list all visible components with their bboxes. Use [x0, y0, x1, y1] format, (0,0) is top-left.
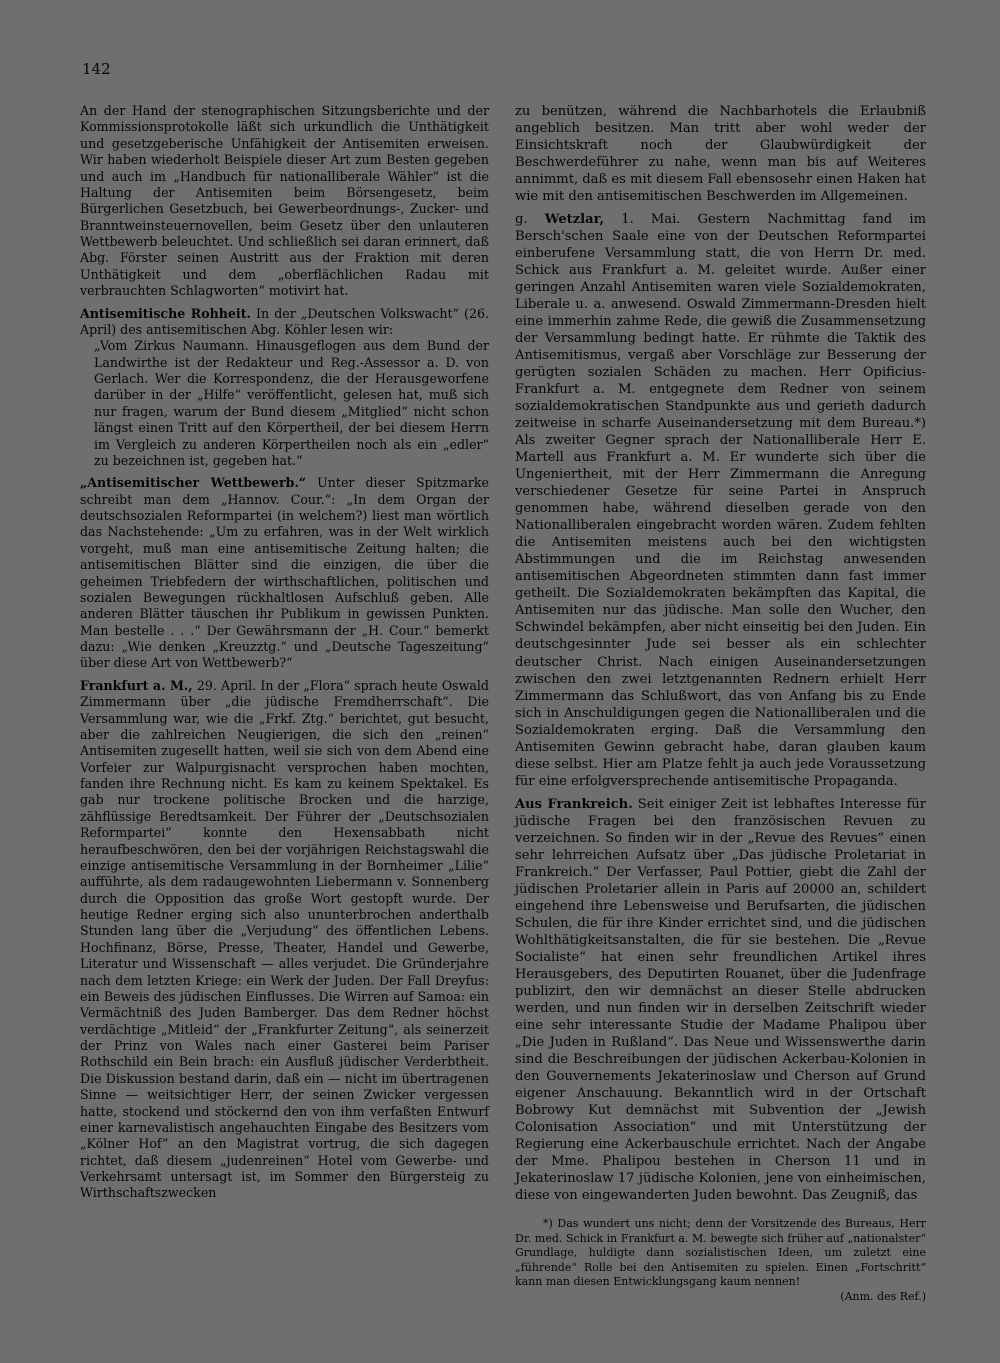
section-heading: Antisemitische Rohheit. [80, 305, 251, 321]
section-body: Unter dieser Spitzmarke schreibt man dem „Hannov. Cour.“: „In dem Organ der deutschsozialen Reformpartei (in welchem?) liest man wörtlich das Nachstehende: „Um zu erfahren, was in der Welt wirklich vorgeht, muß man eine antisemitische Zeitung halten; die antisemitischen Blätter sind die einzigen, die über die geheimen Triebfedern der wirthschaftlichen, politischen und sozialen Bewegungen rückhaltlosen Aufschluß geben. Alle anderen Blätter täuschen ihr Publikum in gewissen Punkten. Man bestelle . . .“ Der Gewährsmann der „H. Cour.“ bemerkt dazu: „Wie denken „Kreuzztg.“ und „Deutsche Tageszeitung“ über diese Art von Wettbewerb?“ [80, 475, 489, 671]
page-number: 142 [82, 60, 111, 78]
footnote-block [515, 1217, 926, 1305]
section-antisemitic-rudeness [80, 306, 489, 339]
left-column [80, 103, 489, 1202]
section-intro: In der „Deutschen Volkswacht“ (26. April) des antisemitischen Abg. Köhler lesen wir: [80, 305, 490, 337]
right-column [515, 103, 926, 1204]
paragraph-stenographic-reports: An der Hand der stenographischen Sitzungsberichte und der Kommissionsprotokolle läßt sich urkundlich die Unthätigkeit und gesetzgeberische Unfähigkeit der Antisemiten erweisen. Wir haben wiederholt Beispiele dieser Art zum Besten gegeben und auch im „Handbuch für nationalliberale Wähler“ ist die Haltung der Antisemiten beim Börsengesetz, beim Bürgerlichen Gesetzbuch, bei Gewerbeordnungs-, Zucker- und Branntweinsteuernovellen, beim Gesetz über den unlauteren Wettbewerb beleuchtet. Und schließlich sei daran erinnert, daß Abg. Förster seinen Austritt aus der Fraktion mit deren Unthätigkeit und dem „oberflächlichen Radau mit verbrauchten Schlagworten“ motivirt hat. [80, 103, 489, 299]
section-wetzlar [515, 211, 926, 790]
section-heading: „Antisemitischer Wettbewerb.“ [80, 475, 307, 491]
section-initial: g. [515, 212, 545, 228]
footnote-signature: (Anm. des Ref.) [840, 1289, 926, 1303]
section-from-france [515, 796, 926, 1204]
quotation-zirkus-naumann: „Vom Zirkus Naumann. Hinausgeflogen aus dem Bund der Landwirthe ist der Redakteur und Reg.-Assessor a. D. von Gerlach. Wer die Korrespondenz, die der Herausgeworfene darüber in der „Hilfe“ veröffentlicht, gelesen hat, muß sich nur fragen, warum der Bund diesem „Mitglied“ nicht schon längst einen Tritt auf den Körpertheil, der bei diesem Herrn im Vergleich zu anderen Körpertheilen noch als ein „edler“ zu bezeichnen ist, gegeben hat.“ [94, 338, 489, 468]
section-heading: Frankfurt a. M., [80, 677, 193, 693]
section-antisemitic-competition [80, 475, 489, 672]
footnote-text: *) Das wundert uns nicht; denn der Vorsitzende des Bureaus, Herr Dr. med. Schick in Frankfurt a. M. bewegte sich früher auf „nationalster“ Grundlage, huldigte dann sozialistischen Ideen, um zuletzt eine „führende“ Rolle bei den Antisemiten zu spielen. Einen „Fortschritt“ kann man diesen Entwicklungsgang kaum nennen! [515, 1217, 926, 1289]
section-body: Seit einiger Zeit ist lebhaftes Interesse für jüdische Fragen bei den französischen Revuen zu verzeichnen. So finden wir in der „Revue des Revues“ einen sehr lehrreichen Aufsatz über „Das jüdische Proletariat in Frankreich.“ Der Verfasser, Paul Pottier, giebt die Zahl der jüdischen Proletarier allein in Paris auf 20000 an, schildert eingehend ihre Lebensweise und Berufsarten, die jüdischen Schulen, die für ihre Kinder errichtet sind, und die jüdischen Wohlthätigkeitsanstalten, die für sie bestehen. Die „Revue Socialiste“ hat einen sehr freundlichen Artikel ihres Herausgebers, des Deputirten Rouanet, über die Judenfrage publizirt, den wir demnächst an dieser Stelle abdrucken werden, und nun finden wir in derselben Zeitschrift wieder eine sehr interessante Studie der Madame Phalipou über „Die Juden in Rußland“. Das Neue und Wissenswerthe darin sind die Beschreibungen der jüdischen Ackerbau-Kolonien in den Gouvernements Jekaterinoslaw und Cherson auf Grund eigener Anschauung. Bekanntlich wird in der Ortschaft Bobrowy Kut demnächst mit Subvention der „Jewish Colonisation Association“ und mit Unterstützung der Regierung eine Ackerbauschule errichtet. Nach der Angabe der Mme. Phalipou bestehen in Cherson 11 und in Jekaterinoslaw 17 jüdische Kolonien, jene von einheimischen, diese von eingewanderten Juden bewohnt. Das Zeugniß, das [515, 796, 926, 1203]
section-body: 29. April. In der „Flora“ sprach heute Oswald Zimmermann über „die jüdische Fremdherrschaft“. Die Versammlung war, wie die „Frkf. Ztg.“ berichtet, gut besucht, aber die zahlreichen Neugierigen, die sich den „reinen“ Antisemiten zugesellt hatten, weil sie sich von dem Abend eine Vorfeier zur Walpurgisnacht versprochen haben mochten, fanden ihre Rechnung nicht. Es kam zu keinem Spektakel. Es gab nur trockene politische Brocken und die harzige, zähflüssige Beredtsamkeit. Der Führer der „Deutschsozialen Reformpartei“ konnte den Hexensabbath nicht heraufbeschwören, den bei der vorjährigen Reichstagswahl die einzige antisemitische Versammlung in der Bornheimer „Lilie“ aufführte, als dem radaugewohnten Liebermann v. Sonnenberg durch die Opposition das große Wort gestopft wurde. Der heutige Redner erging sich also ununterbrochen anderthalb Stunden lang über die „Verjudung“ des öffentlichen Lebens. Hochfinanz, Börse, Presse, Theater, Handel und Gewerbe, Literatur und Wissenschaft — alles verjudet. Die Gründerjahre nach dem letzten Kriege: ein Werk der Juden. Der Fall Dreyfus: ein Beweis des jüdischen Einflusses. Die Wirren auf Samoa: ein Vermächtniß des Juden Bamberger. Das dem Redner höchst verdächtige „Mitleid“ der „Frankfurter Zeitung“, als seinerzeit der Prinz von Wales nach einer Gasterei beim Pariser Rothschild ein Bein brach: ein Ausfluß jüdischer Verderbtheit. Die Diskussion bestand darin, daß ein — nicht im übertragenen Sinne — weitsichtiger Herr, der seinen Zwicker vergessen hatte, stockend und stöckernd den von ihm verfaßten Entwurf einer karnevalistisch angehauchten Eingabe des Besitzers vom „Kölner Hof“ an den Magistrat vortrug, die sich dagegen richtet, daß diesem „judenreinen“ Hotel vom Gewerbe- und Verkehrsamt untersagt ist, im Sommer den Bürgersteig zu Wirthschaftszwecken [80, 677, 489, 1201]
section-frankfurt [80, 678, 489, 1202]
section-body: 1. Mai. Gestern Nachmittag fand im Bersch'schen Saale eine von der Deutschen Reformpartei einberufene Versammlung statt, die von Herrn Dr. med. Schick aus Frankfurt a. M. geleitet wurde. Außer einer geringen Anzahl Antisemiten waren viele Sozialdemokraten, Liberale u. a. anwesend. Oswald Zimmermann-Dresden hielt eine immerhin zahme Rede, die gewiß die Zusammensetzung der Versammlung bedingt hatte. Er rühmte die Taktik des Antisemitismus, vergaß aber Vorschläge zur Besserung der gerügten sozialen Schäden zu machen. Herr Opificius-Frankfurt a. M. entgegnete dem Redner von seinem sozialdemokratischen Standpunkte aus und gerieth dadurch zeitweise in scharfe Auseinandersetzung mit dem Bureau.*) Als zweiter Gegner sprach der Nationalliberale Herr E. Martell aus Frankfurt a. M. Er wunderte sich über die Ungeniertheit, mit der Herr Zimmermann die Anregung verschiedener Gesetze für seine Partei in Anspruch genommen habe, während dieselben gerade von den Nationalliberalen eingebracht worden wären. Zudem fehlten die Antisemiten meistens auch bei den wichtigsten Abstimmungen und die im Reichstag anwesenden antisemitischen Abgeordneten stimmten dann fast immer getheilt. Die Sozialdemokraten bekämpften das Kapital, die Antisemiten nur das jüdische. Man solle den Wucher, den Schwindel bekämpfen, aber nicht einseitig bei den Juden. Ein deutschgesinnter Jude sei besser als ein schlechter deutscher Christ. Nach einigen Auseinandersetzungen zwischen den zwei letztgenannten Rednern erhielt Herr Zimmermann das Schlußwort, das von Anfang bis zu Ende sich in Anschuldigungen gegen die Nationalliberalen und die Sozialdemokraten erging. Daß die Versammlung den Antisemiten Gewinn gebracht habe, daran glauben kaum diese selbst. Hier am Platze fehlt ja auch jede Voraussetzung für eine erfolgversprechende antisemitische Propaganda. [515, 212, 926, 789]
section-heading: Wetzlar, [544, 212, 605, 228]
paragraph-continuation: zu benützen, während die Nachbarhotels die Erlaubniß angeblich besitzen. Man tritt aber wohl weder der Einsichtskraft noch der Glaubwürdigkeit der Beschwerdeführer zu nahe, wenn man bis auf Weiteres annimmt, daß es mit diesem Fall ebensosehr einen Haken hat wie mit den antisemitischen Beschwerden im Allgemeinen. [515, 104, 926, 205]
section-heading: Aus Frankreich. [515, 796, 633, 812]
